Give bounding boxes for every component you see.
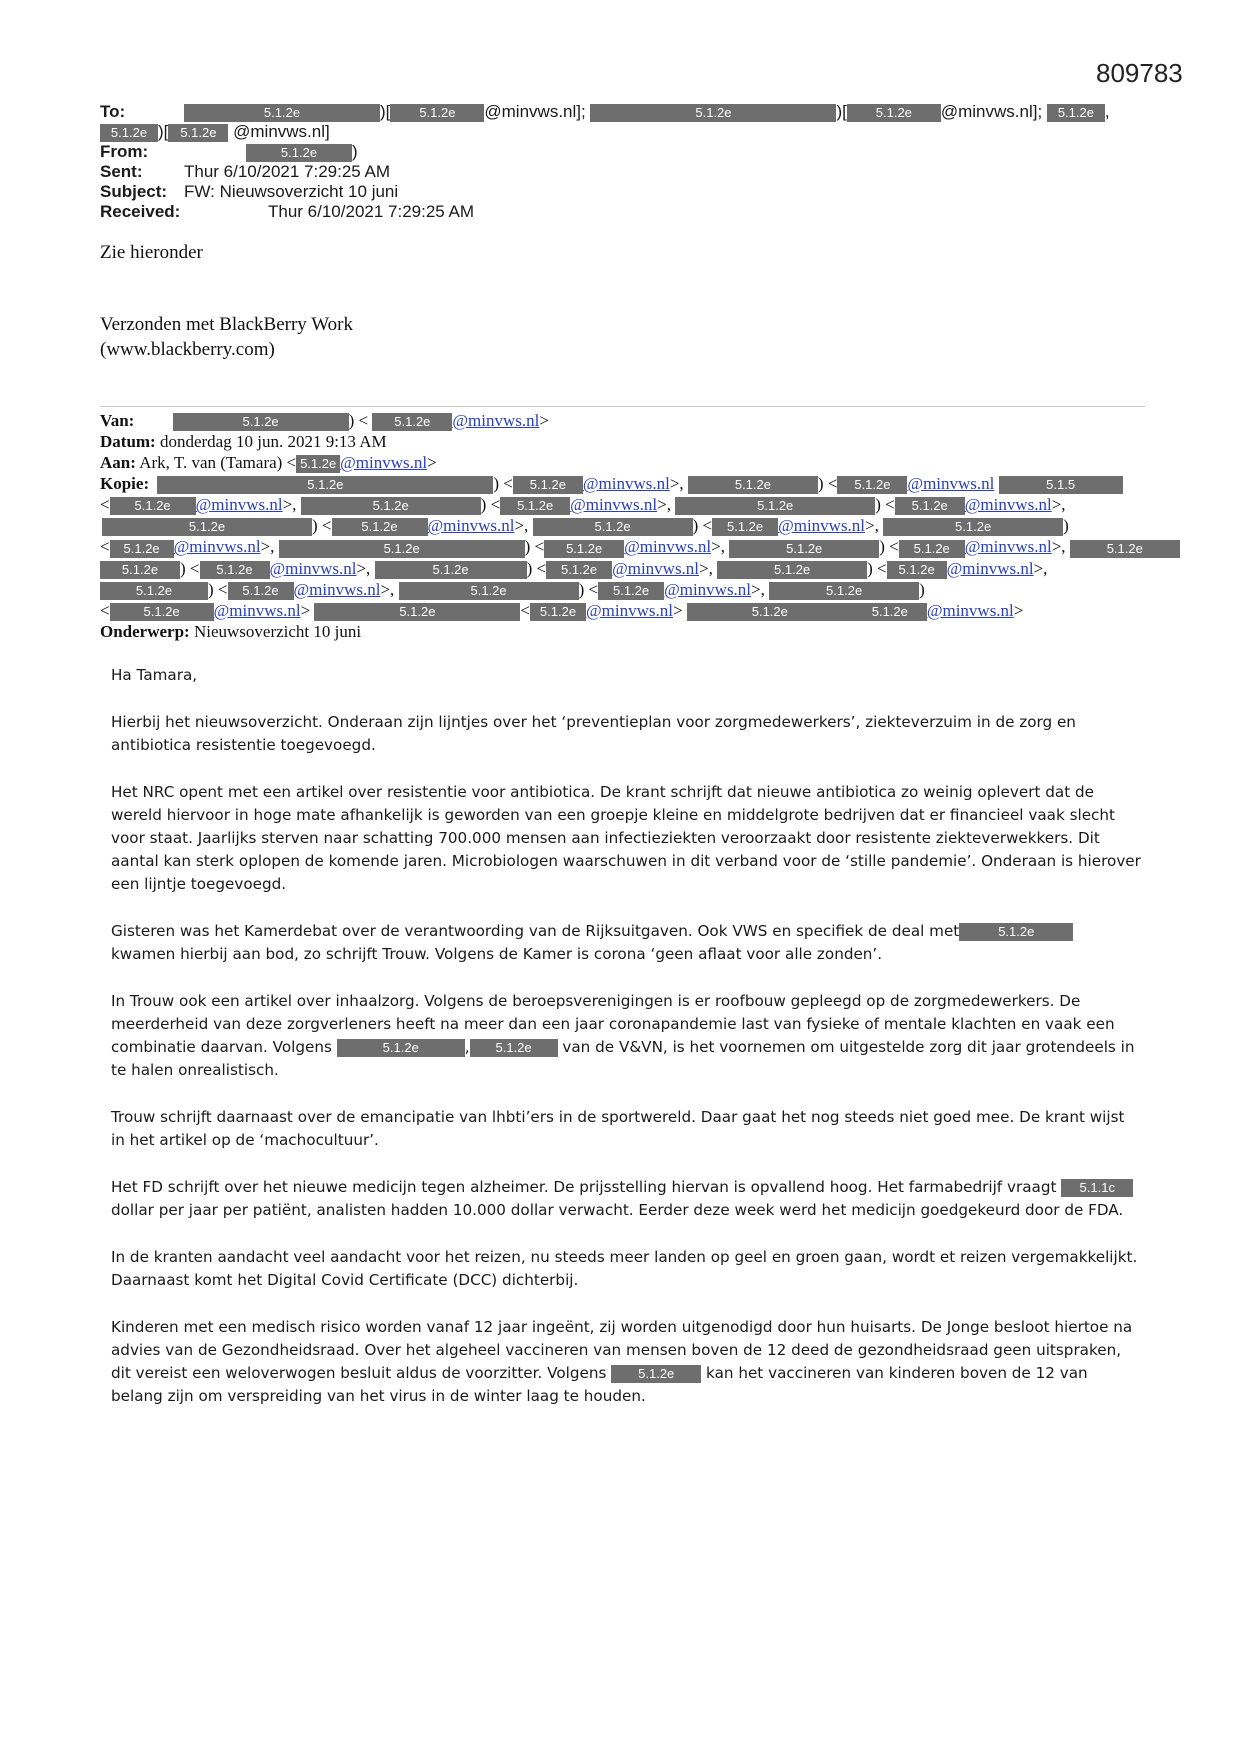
gt-comma-text: >, [282,495,297,515]
gt-comma-text: >, [751,579,765,599]
gt-text: > [539,411,549,430]
sep-text: ) < [480,495,501,515]
redaction-box: 5.1.2e [157,476,493,494]
redaction-box: 5.1.2e [399,582,579,600]
gt-comma-text: >, [657,495,671,515]
bracket-text: )[ [158,122,169,141]
gt-comma-text: >, [356,558,371,578]
email-link[interactable]: @minvws.nl [427,516,515,536]
paragraph-text: In Trouw ook een artikel over inhaalzorg. Volgens de beroepsverenigingen is er roofbouw gepleegd op de zorgmedewerkers. De meerderheid van deze zorgverleners heeft na meer dan een jaar coronapandemie last van fysieke of mentale klachten en vaak een combinatie daarvan. Volgens [111,992,1115,1056]
redaction-box: 5.1.2e [598,582,664,600]
lt-text: < [100,600,110,620]
redaction-box: 5.1.2e [513,476,583,494]
kopie-row [100,536,1160,557]
redaction-box: 5.1.2e [301,497,481,515]
sep-text: ) < [526,558,547,578]
sent-label: Sent: [100,162,143,181]
redaction-box: 5.1.2e [717,561,867,579]
paragraph: In de kranten aandacht veel aandacht voor het reizen, nu steeds meer landen op geel en groen gaan, wordt et reizen vergemakkelijkt. Daarnaast komt het Digital Covid Certificate (DCC) dichterbij. [111,1248,1138,1289]
email-link[interactable]: @minvws.nl [213,600,301,620]
lt-text: < [100,537,110,557]
gt-comma-text: >, [514,516,529,536]
redaction-box: 5.1.2e [546,561,612,579]
redaction-box: 5.1.2e [590,104,836,122]
received-label: Received: [100,202,181,221]
gt-comma-text: >, [1051,495,1066,515]
email-link[interactable]: @minvws.nl [293,579,381,599]
bracket-text: )[ [380,102,391,121]
subject-row [100,182,1160,202]
kopie-row [100,494,1160,515]
redaction-box: 5.1.2e [883,518,1063,536]
email-link[interactable]: @minvws.nl [946,558,1034,578]
redaction-box: 5.1.2e [729,540,879,558]
sep-text: ) < [348,411,369,430]
onderwerp-label: Onderwerp: [100,621,190,641]
from-label: From: [100,142,149,161]
gt-comma-text: >, [1051,537,1066,557]
sep-text: ) < [875,495,895,515]
email-link[interactable]: @minvws.nl [778,516,866,536]
paren-text: ) [1063,516,1069,536]
email-link[interactable]: @minvws.nl [586,600,673,620]
redaction-box: 5.1.2e [279,540,525,558]
redaction-box: 5.1.2e [470,1039,558,1057]
greeting: Ha Tamara, [111,666,198,684]
van-label: Van: [100,411,135,430]
subject-label: Subject: [100,182,168,201]
gt-comma-text: >, [865,516,879,536]
redaction-box: 5.1.2e [899,540,965,558]
email-link[interactable]: @minvws.nl [570,495,658,515]
redaction-box: 5.1.2e [228,582,294,600]
divider [100,406,1145,407]
gt-comma-text: >, [260,537,275,557]
redaction-box: 5.1.2e [544,540,624,558]
to-row-continued [100,122,1160,142]
redaction-box: 5.1.2e [110,603,214,621]
paren-text: ) [919,579,925,599]
gt-comma-text: >, [1033,558,1048,578]
redaction-box: 5.1.2e [200,561,270,579]
redaction-box: 5.1.5 [999,476,1123,494]
redaction-box: 5.1.2e [314,603,520,621]
redaction-box: 5.1.2e [847,104,941,122]
sep-text: ) < [524,537,545,557]
message-body [111,664,1141,1432]
sep-text: ) < [817,474,838,494]
gt-comma-text: >, [669,474,684,494]
aan-row [100,452,1160,473]
redaction-box: 5.1.2e [837,476,907,494]
sep-text: ) < [208,579,228,599]
aan-value: Ark, T. van (Tamara) < [139,453,297,473]
redaction-box: 5.1.2e [375,561,527,579]
kopie-row [100,515,1160,536]
paragraph-text: van de V&VN, is het voornemen om uitgestelde zorg dit jaar grotendeels in te halen onrealistisch. [111,1038,1135,1079]
redaction-box: 5.1.2e [337,1039,465,1057]
gt-comma-text: >, [380,579,395,599]
sep-text: ) < [180,558,200,578]
email-link[interactable]: @minvws.nl [964,537,1052,557]
redaction-box: 5.1.2e [500,497,570,515]
redaction-box: 5.1.2e [246,144,352,162]
bracket-text: )[ [836,102,847,121]
redaction-box: 5.1.2e [1047,104,1105,122]
email-link[interactable]: @minvws.nl [195,495,283,515]
datum-value: donderdag 10 jun. 2021 9:13 AM [159,432,387,452]
sent-value: Thur 6/10/2021 7:29:25 AM [184,162,391,181]
signature-link: (www.blackberry.com) [100,339,275,360]
redaction-box: 5.1.2e [688,476,818,494]
gt-comma-text: >, [711,537,725,557]
kopie-row [100,473,1160,494]
gt-text: > [672,600,683,620]
redaction-box: 5.1.2e [611,1365,701,1383]
redaction-box: 5.1.2e [530,603,586,621]
gt-text: > [427,453,437,473]
email-link[interactable]: @minvws.nl [612,558,700,578]
redaction-box: 5.1.2e [110,497,196,515]
sep-text: ) < [312,516,332,536]
lt-text: < [100,495,110,515]
received-value: Thur 6/10/2021 7:29:25 AM [268,202,475,221]
received-row [100,202,1160,222]
gt-comma-text: >, [699,558,713,578]
redaction-box: 5.1.2e [1070,540,1180,558]
email-link[interactable]: @minvws.nl [269,558,357,578]
sent-row [100,162,1160,182]
email-link[interactable]: @minvws.nl [926,600,1014,620]
from-row [100,142,1160,162]
email-link[interactable]: @minvws.nl [452,411,540,430]
paragraph [111,1316,1141,1408]
paragraph [111,990,1141,1082]
redaction-box: 5.1.2e [887,561,947,579]
datum-row [100,431,1160,452]
redaction-box: 5.1.2e [100,561,180,579]
redaction-box: 5.1.2e [712,518,778,536]
to-domain: @minvws.nl] [233,122,330,141]
sep-text: ) < [493,474,513,494]
redaction-box: 5.1.2e [769,582,919,600]
redaction-box: 5.1.2e [687,603,853,621]
to-domain: @minvws.nl]; [484,102,586,121]
redaction-box: 5.1.2e [110,540,174,558]
redaction-box: 5.1.2e [390,104,484,122]
redaction-box: 5.1.2e [296,455,340,473]
email-link[interactable]: @minvws.nl [964,495,1052,515]
email-link[interactable]: @minvws.nl [173,537,261,557]
gt-text: > [1013,600,1024,620]
paragraph: Het NRC opent met een artikel over resistentie voor antibiotica. De krant schrijft dat nieuwe antibiotica zo weinig oplevert dat de wereld hiervoor in hoge mate afhankelijk is geworden van een groepje kleine en middelgrote bedrijven dat er financieel vaak slecht voor staat. Jaarlijks sterven naar schatting 700.000 mensen aan infectieziekten veroorzaakt door resistente ziekteverwekkers. Dit aantal kan sterk oplopen de komende jaren. Microbiologen waarschuwen in dit verband voor de ‘stille pandemie’. Onderaan is hierover een lijntje toegevoegd. [111,783,1141,893]
redaction-box: 5.1.2e [959,923,1073,941]
kopie-row [100,600,1160,621]
onderwerp-row [100,621,1160,642]
datum-label: Datum: [100,432,156,452]
sep-text: ) < [578,579,599,599]
paragraph-text: Het FD schrijft over het nieuwe medicijn tegen alzheimer. De prijsstelling hiervan is opvallend hoog. Het farmabedrijf vraagt [111,1178,1057,1196]
forwarded-header [100,410,1160,642]
signature-line: Verzonden met BlackBerry Work [100,314,353,335]
to-domain: @minvws.nl]; [940,102,1043,121]
paragraph [111,920,1141,966]
email-link[interactable]: @minvws.nl [582,474,670,494]
comma-text: , [1104,102,1110,121]
redaction-box: 5.1.2e [853,603,927,621]
redaction-box: 5.1.2e [168,124,228,142]
lt-text: < [520,600,530,620]
paragraph-text: Gisteren was het Kamerdebat over de verantwoording van de Rijksuitgaven. Ook VWS en specifiek de deal met [111,922,960,940]
redaction-box: 5.1.2e [533,518,693,536]
paragraph-text: kwamen hierbij aan bod, zo schrijft Trouw. Volgens de Kamer is corona ‘geen aflaat voor alle zonden’. [111,945,883,963]
document-number: 809783 [1096,58,1183,88]
email-link[interactable]: @minvws.nl [340,453,428,473]
kopie-row [100,579,1160,600]
email-link[interactable]: @minvws.nl [907,474,995,494]
paragraph-text: kan het vaccineren van kinderen boven de 12 van belang zijn om verspreiding van het virus in de winter laag te houden. [111,1364,1088,1405]
paragraph-text: , [464,1038,470,1056]
paragraph-text: dollar per jaar per patiënt, analisten hadden 10.000 dollar verwacht. Eerder deze week werd het medicijn goedgekeurd door de FDA. [111,1201,1124,1219]
redaction-box: 5.1.2e [675,497,875,515]
email-link[interactable]: @minvws.nl [664,579,752,599]
redaction-box: 5.1.2e [102,518,312,536]
intro-text: Zie hieronder [100,242,203,263]
redaction-box: 5.1.2e [100,124,158,142]
redaction-box: 5.1.2e [100,582,208,600]
redaction-box: 5.1.2e [895,497,965,515]
sep-text: ) < [879,537,899,557]
aan-label: Aan: [100,453,136,473]
onderwerp-value: Nieuwsoverzicht 10 juni [193,621,362,641]
redaction-box: 5.1.2e [332,518,428,536]
email-header [100,102,1160,222]
paren-text: ) [352,142,358,161]
redaction-box: 5.1.2e [173,413,349,431]
subject-value: FW: Nieuwsoverzicht 10 juni [184,182,399,201]
paragraph: Trouw schrijft daarnaast over de emancipatie van lhbti’ers in de sportwereld. Daar gaat het nog steeds niet goed mee. De krant wijst in het artikel op de ‘machocultuur’. [111,1108,1125,1149]
redaction-box: 5.1.2e [184,104,380,122]
paragraph-text: Kinderen met een medisch risico worden vanaf 12 jaar ingeënt, zij worden uitgenodigd door hun huisarts. De Jonge besloot hiertoe na advies van de Gezondheidsraad. Over het algeheel vaccineren van mensen boven de 12 deed de gezondheidsraad geen uitspraken, dit vereist een weloverwogen besluit aldus de voorzitter. Volgens [111,1318,1133,1382]
redaction-box: 5.1.1c [1061,1179,1133,1197]
sep-text: ) < [867,558,887,578]
paragraph [111,1176,1141,1222]
to-label: To: [100,102,126,121]
kopie-row [100,558,1160,579]
blackberry-signature [100,312,353,362]
van-row [100,410,1160,431]
sep-text: ) < [692,516,713,536]
kopie-label: Kopie: [100,474,150,494]
gt-text: > [300,600,311,620]
to-row [100,102,1160,122]
email-link[interactable]: @minvws.nl [624,537,712,557]
redaction-box: 5.1.2e [372,413,452,431]
paragraph: Hierbij het nieuwsoverzicht. Onderaan zijn lijntjes over het ‘preventieplan voor zorgmedewerkers’, ziekteverzuim in de zorg en antibiotica resistentie toegevoegd. [111,713,1076,754]
